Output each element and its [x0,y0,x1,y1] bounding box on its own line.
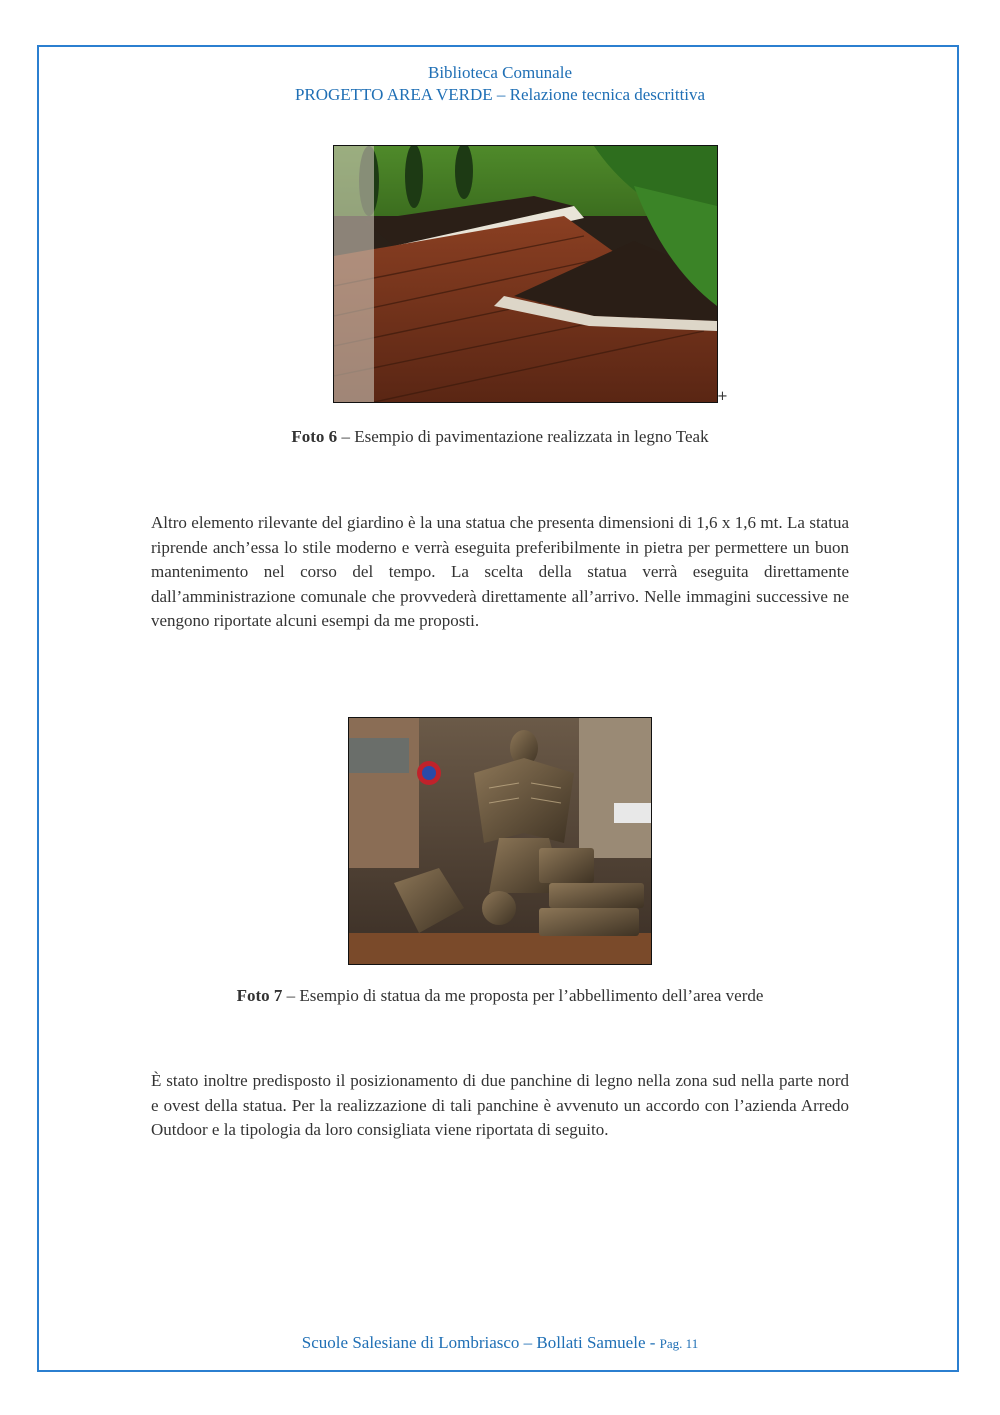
page-header [0,62,1000,106]
photo-7-caption [0,986,1000,1006]
page-footer [0,1333,1000,1353]
header-line-2: PROGETTO AREA VERDE – Relazione tecnica descrittiva [294,85,706,104]
photo-6-caption-label: Foto 6 [291,427,338,446]
paragraph-benches: È stato inoltre predisposto il posizionamento di due panchine di legno nella zona sud nella parte nord e ovest della statua. Per la realizzazione di tali panchine è avvenuto un accordo con l’azienda Arredo Outdoor e la tipologia da loro consigliata viene riportata di seguito. [151,1071,849,1140]
photo-7-caption-text: – Esempio di statua da me proposta per l’abbellimento dell’area verde [282,986,764,1005]
photo-7-caption-label: Foto 7 [236,986,283,1005]
photo-6-caption-text: – Esempio di pavimentazione realizzata in legno Teak [337,427,709,446]
header-line-1: Biblioteca Comunale [428,63,572,82]
page-number: Pag. 11 [659,1336,699,1351]
footer-text: Scuole Salesiane di Lombriasco – Bollati Samuele - [301,1333,660,1352]
paragraph-statue: Altro elemento rilevante del giardino è la una statua che presenta dimensioni di 1,6 x 1,6 mt. La statua riprende anch’essa lo stile moderno e verrà eseguita preferibilmente in pietra per permettere un buon mantenimento nel corso del tempo. La scelta della statua verrà eseguita direttamente dall’amministrazione comunale che provvederà direttamente all’arrivo. Nelle immagini successive ne vengono riportate alcuni esempi da me proposti. [151,513,849,631]
photo-6-teak-deck [333,145,718,403]
image-anchor-marker: + [717,389,728,404]
photo-7-statue [348,717,652,965]
photo-6-caption [0,427,1000,447]
